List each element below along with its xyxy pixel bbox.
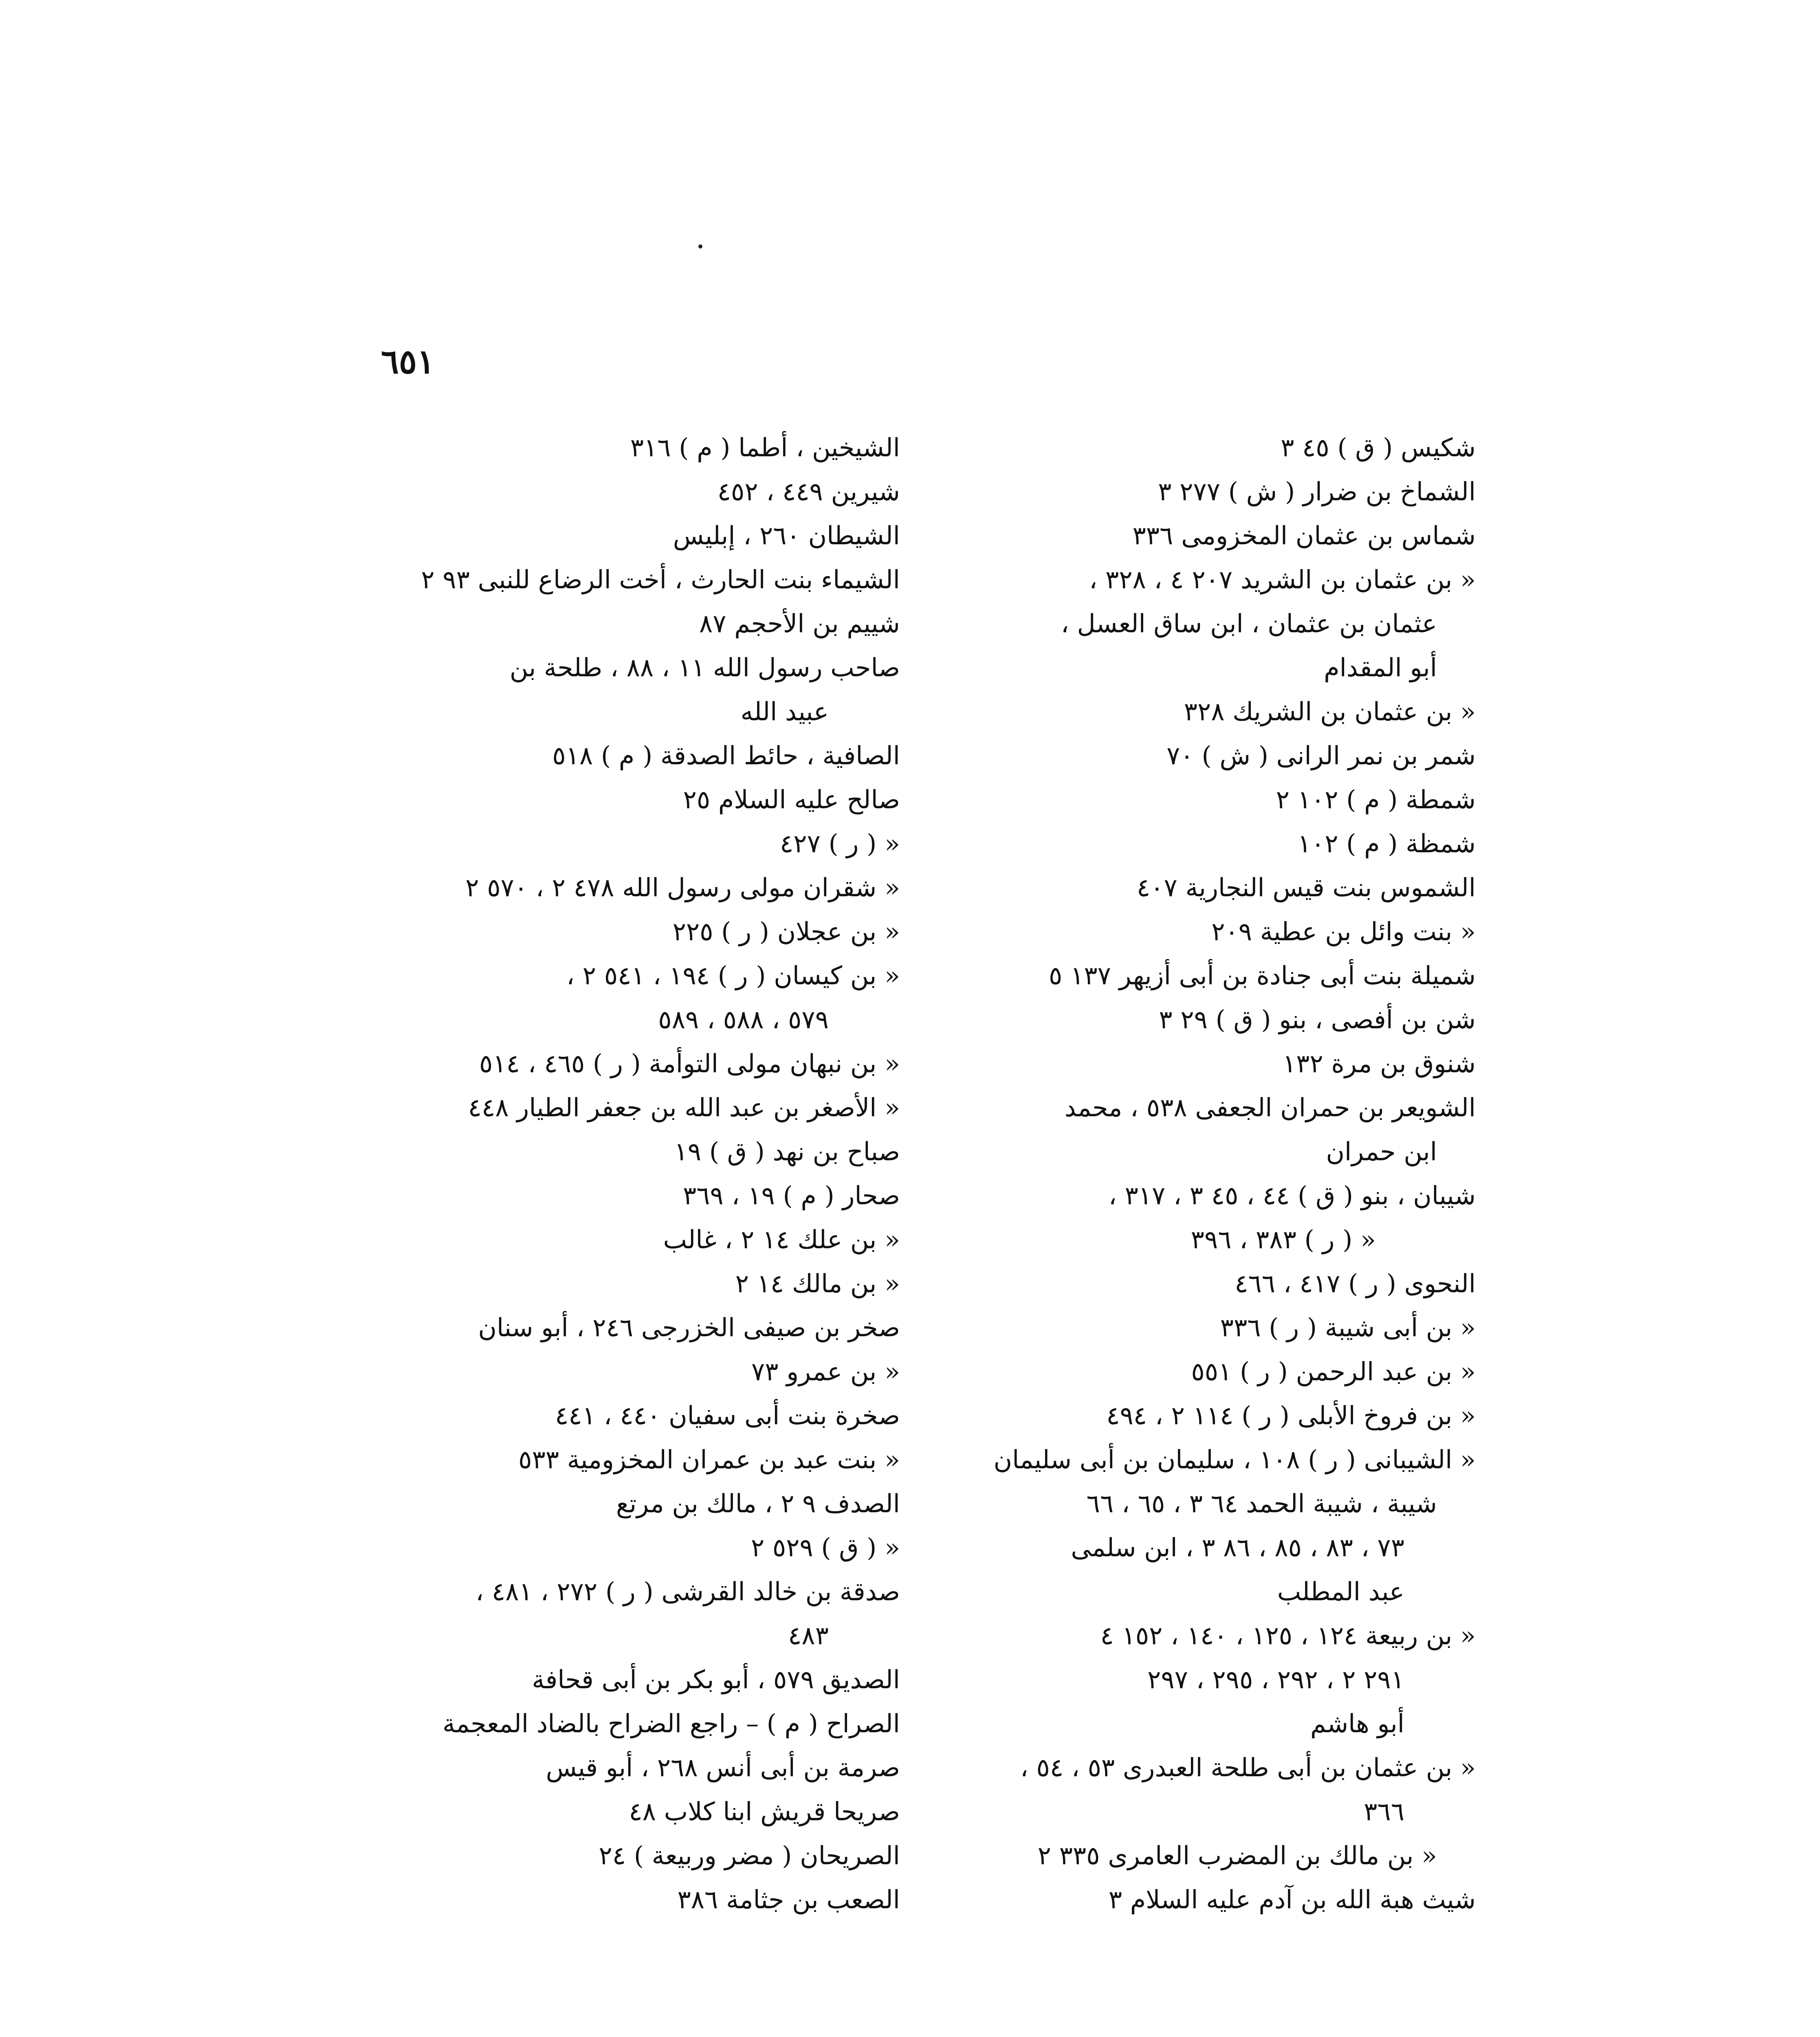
index-entry: الصراح ( م ) – راجع الضراح بالضاد المعجمة: [442, 1709, 900, 1738]
index-entry: عبيد الله: [740, 697, 829, 726]
index-entry: ٧٣ ، ٨٣ ، ٨٥ ، ٨٦ ٣ ، ابن سلمى: [1071, 1533, 1404, 1562]
index-entry: ٤٨٣: [788, 1621, 829, 1650]
index-column-right: [893, 426, 1476, 1922]
index-entry: أبو المقدام: [1324, 653, 1437, 682]
index-entry: شنوق بن مرة ١٣٢: [1282, 1049, 1476, 1078]
index-entry: شكيس ( ق ) ٤٥ ٣: [1281, 433, 1476, 462]
index-entry: الشماخ بن ضرار ( ش ) ٢٧٧ ٣: [1158, 477, 1476, 506]
index-entry: صرمة بن أبى أنس ٢٦٨ ، أبو قيس: [546, 1753, 900, 1782]
index-entry: « بن عجلان ( ر ) ٢٢٥: [672, 917, 900, 946]
index-entry: الصافية ، حائط الصدقة ( م ) ٥١٨: [552, 741, 900, 770]
index-entry: أبو هاشم: [1310, 1709, 1404, 1738]
index-entry: الصريحان ( مضر وربيعة ) ٢٤: [599, 1841, 900, 1870]
index-entry: شمر بن نمر الرانى ( ش ) ٧٠: [1166, 741, 1476, 770]
index-entry: « بنت وائل بن عطية ٢٠٩: [1211, 917, 1476, 946]
index-entry: النحوى ( ر ) ٤١٧ ، ٤٦٦: [1235, 1269, 1476, 1298]
index-entry: « الشيبانى ( ر ) ١٠٨ ، سليمان بن أبى سليمان: [993, 1445, 1476, 1474]
index-entry: الصديق ٥٧٩ ، أبو بكر بن أبى قحافة: [532, 1665, 900, 1694]
index-entry: « بن عثمان بن الشريك ٣٢٨: [1184, 697, 1476, 726]
index-entry: صالح عليه السلام ٢٥: [683, 785, 900, 814]
index-entry: « بن أبى شيبة ( ر ) ٣٣٦: [1220, 1313, 1476, 1342]
index-entry: « ( ر ) ٣٨٣ ، ٣٩٦: [1191, 1225, 1376, 1254]
index-entry: صدقة بن خالد القرشى ( ر ) ٢٧٢ ، ٤٨١ ،: [475, 1577, 900, 1606]
index-entry: « بن عمرو ٧٣: [751, 1357, 900, 1386]
index-entry: شماس بن عثمان المخزومى ٣٣٦: [1132, 521, 1476, 550]
index-entry: صخر بن صيفى الخزرجى ٢٤٦ ، أبو سنان: [478, 1313, 900, 1342]
index-entry: صحار ( م ) ١٩ ، ٣٦٩: [682, 1181, 900, 1210]
index-entry: « بن عبد الرحمن ( ر ) ٥٥١: [1191, 1357, 1476, 1386]
index-entry: « بن نبهان مولى التوأمة ( ر ) ٤٦٥ ، ٥١٤: [479, 1049, 900, 1078]
index-entry: « بن عثمان بن الشريد ٢٠٧ ٤ ، ٣٢٨ ،: [1089, 565, 1476, 594]
index-entry: شيبة ، شيبة الحمد ٦٤ ٣ ، ٦٥ ، ٦٦: [1086, 1489, 1437, 1518]
index-entry: « بن مالك بن المضرب العامرى ٣٣٥ ٢: [1037, 1841, 1437, 1870]
index-entry: الصعب بن جثامة ٣٨٦: [677, 1885, 900, 1914]
stray-dot: [698, 244, 702, 249]
index-entry: شميلة بنت أبى جنادة بن أبى أزيهر ١٣٧ ٥: [1048, 961, 1476, 990]
index-entry: الشموس بنت قيس النجارية ٤٠٧: [1136, 873, 1476, 902]
index-entry: « بن علك ١٤ ٢ ، غالب: [663, 1225, 900, 1254]
index-entry: « بن مالك ١٤ ٢: [735, 1269, 900, 1298]
index-entry: عثمان بن عثمان ، ابن ساق العسل ،: [1061, 609, 1437, 638]
index-entry: « ( ق ) ٥٢٩ ٢: [750, 1533, 900, 1562]
index-entry: شمطة ( م ) ١٠٢ ٢: [1276, 785, 1476, 814]
index-entry: « الأصغر بن عبد الله بن جعفر الطيار ٤٤٨: [468, 1093, 900, 1122]
index-entry: الشيماء بنت الحارث ، أخت الرضاع للنبى ٩٣ ٢: [421, 565, 900, 594]
index-entry: « شقران مولى رسول الله ٤٧٨ ٢ ، ٥٧٠ ٢: [465, 873, 900, 902]
index-entry: ٣٦٦: [1364, 1797, 1404, 1826]
index-entry: صريحا قريش ابنا كلاب ٤٨: [629, 1797, 900, 1826]
index-entry: « بن عثمان بن أبى طلحة العبدرى ٥٣ ، ٥٤ ،: [1020, 1753, 1476, 1782]
index-entry: « بنت عبد بن عمران المخزومية ٥٣٣: [518, 1445, 900, 1474]
index-entry: شيث هبة الله بن آدم عليه السلام ٣: [1108, 1885, 1476, 1914]
index-entry: شيبان ، بنو ( ق ) ٤٤ ، ٤٥ ٣ ، ٣١٧ ،: [1108, 1181, 1476, 1210]
index-entry: صاحب رسول الله ١١ ، ٨٨ ، طلحة بن: [509, 653, 900, 682]
index-entry: الشيخين ، أطما ( م ) ٣١٦: [630, 433, 900, 462]
index-entry: شن بن أفصى ، بنو ( ق ) ٢٩ ٣: [1159, 1005, 1476, 1034]
index-entry: « بن كيسان ( ر ) ١٩٤ ، ٥٤١ ٢ ،: [566, 961, 900, 990]
index-entry: « بن فروخ الأبلى ( ر ) ١١٤ ٢ ، ٤٩٤: [1106, 1401, 1476, 1430]
index-entry: عبد المطلب: [1277, 1577, 1404, 1606]
index-entry: الشويعر بن حمران الجعفى ٥٣٨ ، محمد: [1064, 1093, 1476, 1122]
index-entry: الشيطان ٢٦٠ ، إبليس: [673, 521, 900, 550]
index-entry: صباح بن نهد ( ق ) ١٩: [674, 1137, 900, 1166]
index-entry: شييم بن الأحجم ٨٧: [699, 609, 900, 638]
index-entry: الصدف ٩ ٢ ، مالك بن مرتع: [616, 1489, 900, 1518]
index-entry: شيرين ٤٤٩ ، ٤٥٢: [717, 477, 900, 506]
index-entry: « بن ربيعة ١٢٤ ، ١٢٥ ، ١٤٠ ، ١٥٢ ٤: [1100, 1621, 1476, 1650]
index-entry: ٥٧٩ ، ٥٨٨ ، ٥٨٩: [658, 1005, 829, 1034]
page-number: ٦٥١: [381, 342, 435, 381]
index-entry: شمظة ( م ) ١٠٢: [1297, 829, 1476, 858]
index-column-left: [342, 426, 900, 1922]
index-entry: « ( ر ) ٤٢٧: [780, 829, 900, 858]
index-entry: ٢٩١ ٢ ، ٢٩٢ ، ٢٩٥ ، ٢٩٧: [1147, 1665, 1404, 1694]
index-entry: صخرة بنت أبى سفيان ٤٤٠ ، ٤٤١: [555, 1401, 900, 1430]
index-entry: ابن حمران: [1326, 1137, 1437, 1166]
